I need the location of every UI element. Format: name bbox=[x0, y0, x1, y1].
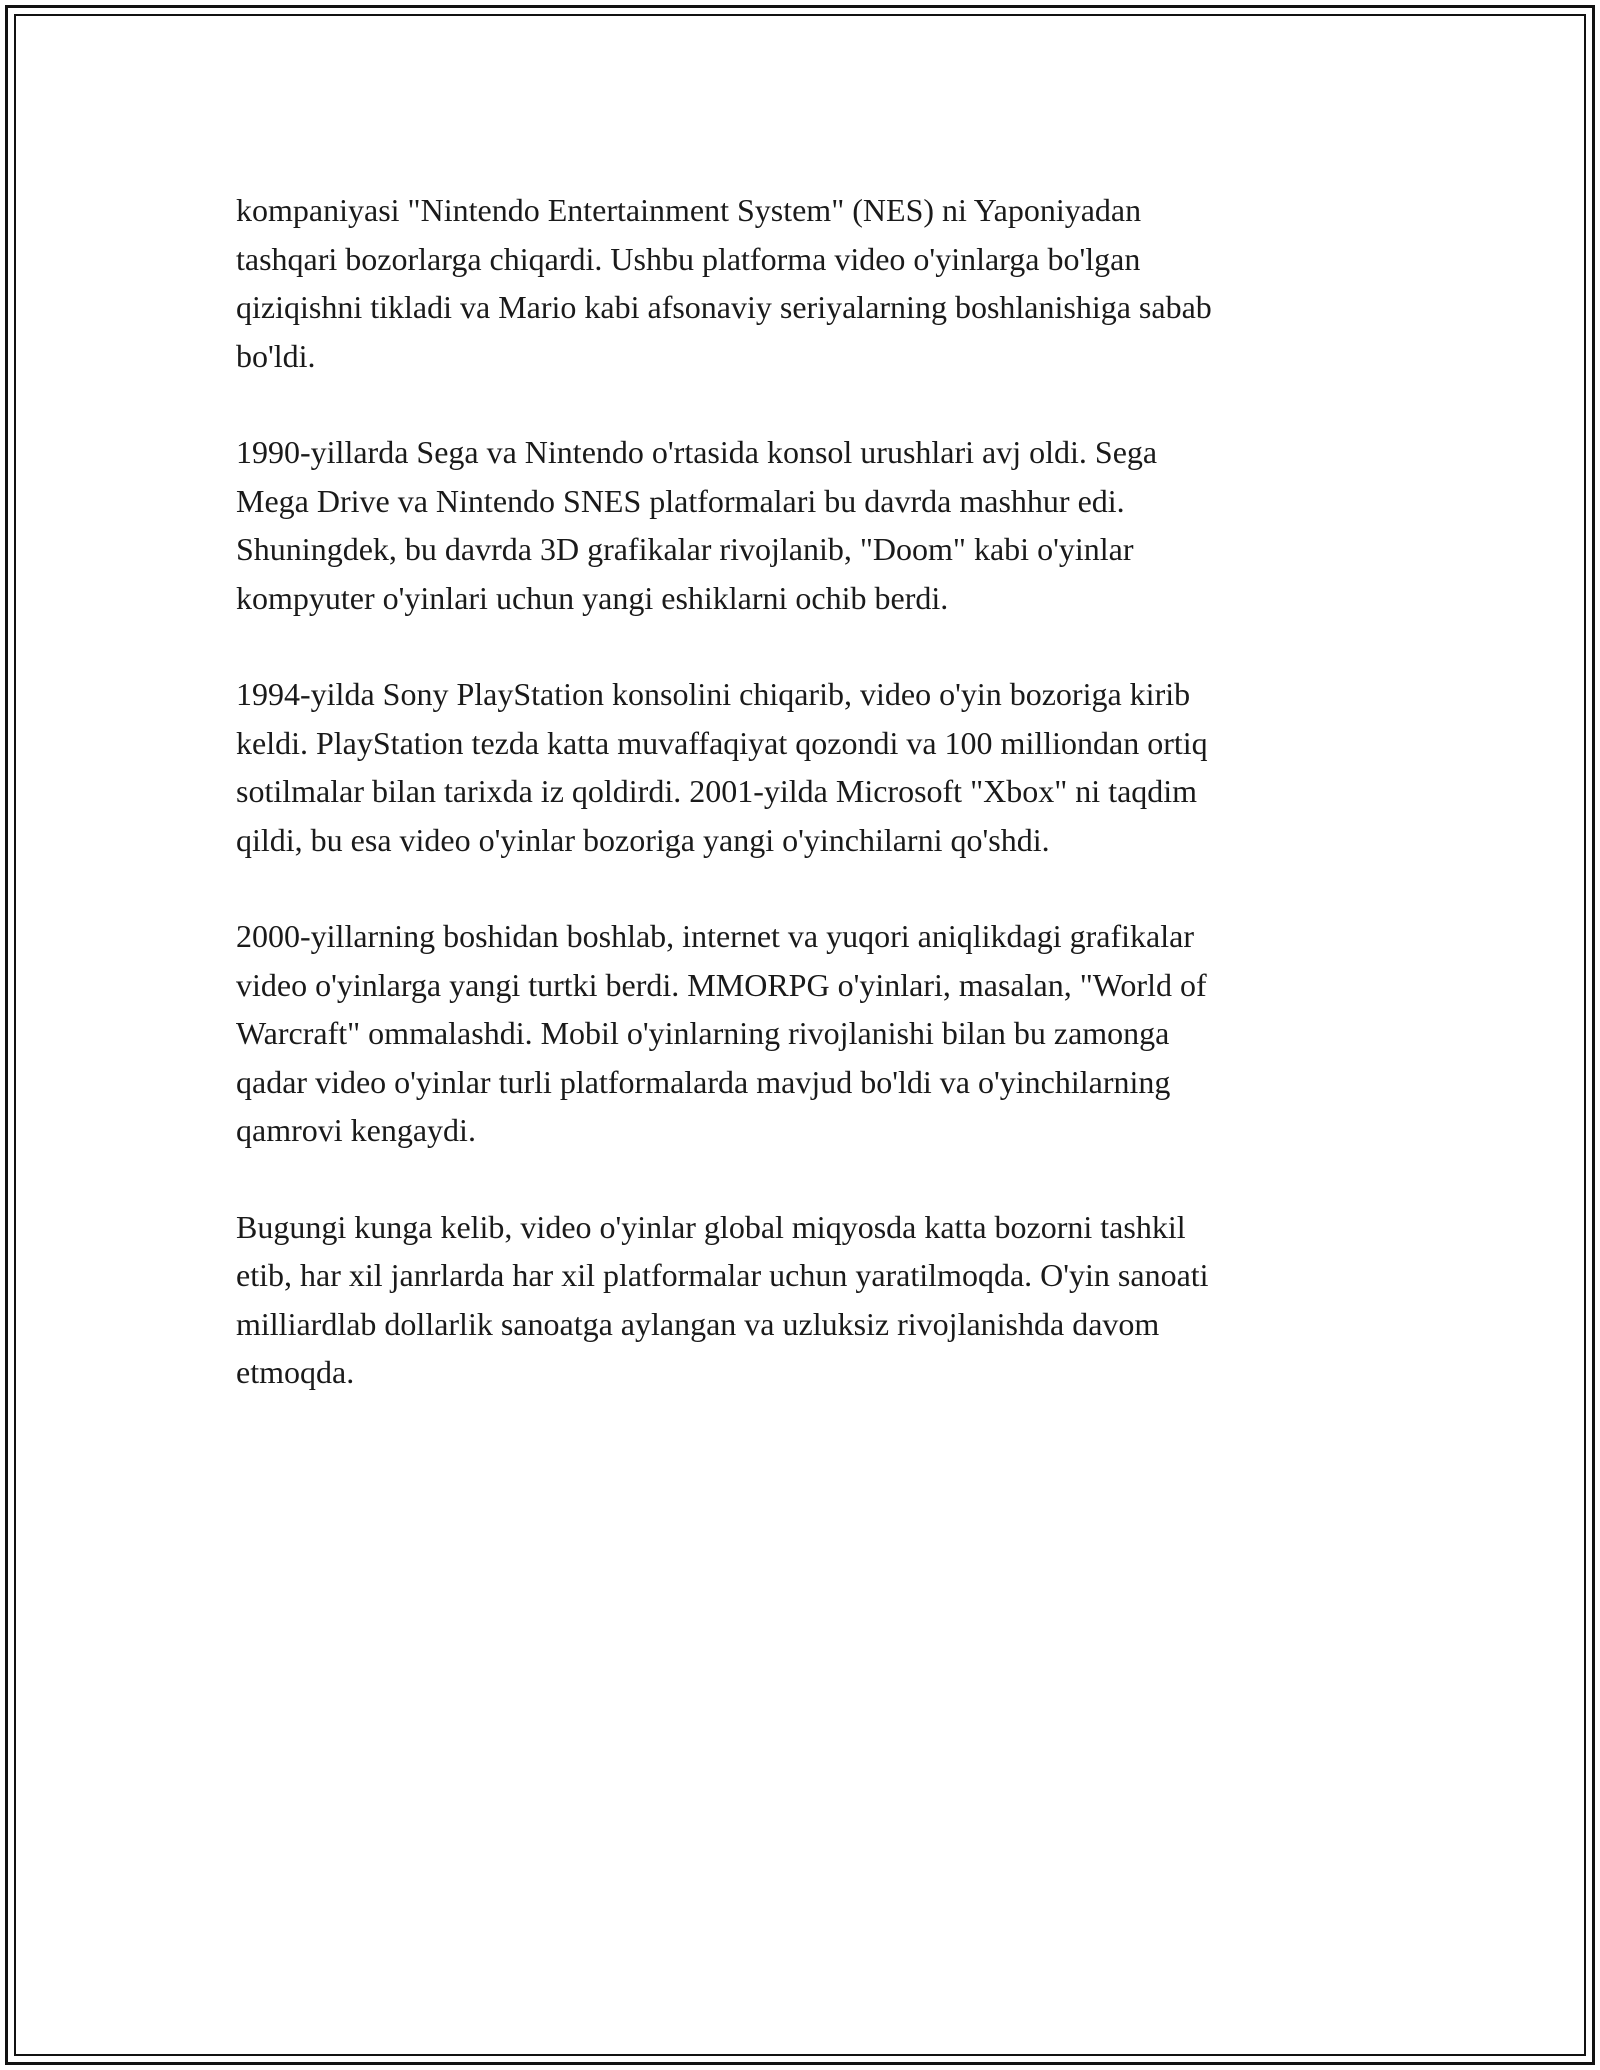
paragraph-playstation-xbox: 1994-yilda Sony PlayStation konsolini chiqarib, video o'yin bozoriga kirib keldi. PlayStation tezda katta muvaffaqiyat qozondi va 100 milliondan ortiq sotilmalar bilan tarixda iz qoldirdi. 2001-yilda Microsoft "Xbox" ni taqdim qildi, bu esa video o'yinlar bozoriga yangi o'yinchilarni qo'shdi. bbox=[236, 676, 1208, 858]
document-body bbox=[236, 186, 1366, 1445]
paragraph-nes: kompaniyasi "Nintendo Entertainment System" (NES) ni Yaponiyadan tashqari bozorlarga chiqardi. Ushbu platforma video o'yinlarga bo'lgan qiziqishni tikladi va Mario kabi afsonaviy seriyalarning boshlanishiga sabab bo'ldi. bbox=[236, 192, 1212, 374]
paragraph-today: Bugungi kunga kelib, video o'yinlar global miqyosda katta bozorni tashkil etib, har xil janrlarda har xil platformalar uchun yaratilmoqda. O'yin sanoati milliardlab dollarlik sanoatga aylangan va uzluksiz rivojlanishda davom etmoqda. bbox=[236, 1208, 1209, 1390]
paragraph-internet-era: 2000-yillarning boshidan boshlab, internet va yuqori aniqlikdagi grafikalar video o'yinlarga yangi turtki berdi. MMORPG o'yinlari, masalan, "World of Warcraft" ommalashdi. Mobil o'yinlarning rivojlanishi bilan bu zamonga qadar video o'yinlar turli platformalarda mavjud bo'ldi va o'yinchilarning qamrovi kengaydi. bbox=[236, 918, 1207, 1148]
paragraph-console-wars: 1990-yillarda Sega va Nintendo o'rtasida konsol urushlari avj oldi. Sega Mega Drive va Nintendo SNES platformalari bu davrda mashhur edi. Shuningdek, bu davrda 3D grafikalar rivojlanib, "Doom" kabi o'yinlar kompyuter o'yinlari uchun yangi eshiklarni ochib berdi. bbox=[236, 434, 1158, 616]
